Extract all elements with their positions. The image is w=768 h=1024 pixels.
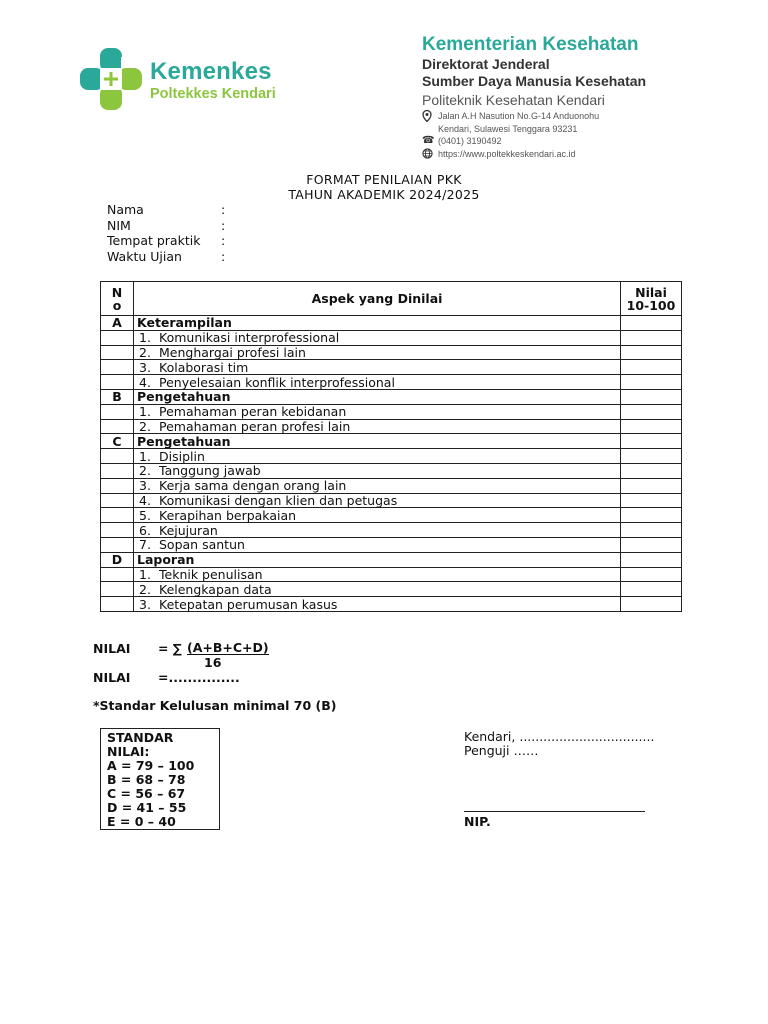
- item-number: 2.: [139, 463, 151, 479]
- field-label: NIM: [107, 218, 131, 233]
- table-row: [101, 404, 682, 419]
- table-row: [101, 493, 682, 508]
- globe-icon: [422, 148, 434, 160]
- table-row: [101, 537, 682, 552]
- grade-b: B = 68 – 78: [107, 772, 186, 787]
- item-text: Sopan santun: [159, 537, 245, 553]
- item-number: 3.: [139, 359, 151, 375]
- row-no-cell: [101, 523, 134, 538]
- row-no-cell: [101, 493, 134, 508]
- aspect-cell: [134, 330, 621, 345]
- grade-a: A = 79 – 100: [107, 758, 195, 773]
- score-cell[interactable]: [621, 537, 682, 552]
- table-row: [101, 449, 682, 464]
- aspect-cell: [134, 375, 621, 390]
- item-text: Komunikasi interprofessional: [159, 330, 340, 346]
- address-text-1: Jalan A.H Nasution No.G-14 Anduonohu: [438, 111, 600, 121]
- aspect-cell: [134, 463, 621, 478]
- item-number: 3.: [139, 596, 151, 612]
- item-number: 1.: [139, 566, 151, 582]
- item-number: 1.: [139, 404, 151, 420]
- grade-c: C = 56 – 67: [107, 786, 186, 801]
- aspect-cell: [134, 360, 621, 375]
- row-no-cell: [101, 478, 134, 493]
- aspect-cell: [134, 404, 621, 419]
- grade-e: E = 0 – 40: [107, 814, 176, 829]
- table-row: [101, 345, 682, 360]
- row-no-cell: [101, 582, 134, 597]
- org-line-1: Direktorat Jenderal: [422, 56, 550, 72]
- signature-line: [464, 811, 645, 812]
- phone-text: (0401) 3190492: [438, 136, 502, 146]
- item-number: 2.: [139, 418, 151, 434]
- score-cell[interactable]: [621, 434, 682, 449]
- table-row: [101, 523, 682, 538]
- score-cell[interactable]: [621, 523, 682, 538]
- score-cell[interactable]: [621, 463, 682, 478]
- section-code: D: [101, 552, 134, 567]
- signature-nip: NIP.: [464, 814, 491, 829]
- score-cell[interactable]: [621, 419, 682, 434]
- field-colon: :: [221, 233, 226, 248]
- header-no: No: [101, 282, 134, 316]
- score-cell[interactable]: [621, 493, 682, 508]
- item-number: 6.: [139, 522, 151, 538]
- item-text: Pemahaman peran kebidanan: [159, 404, 347, 420]
- item-text: Kejujuran: [159, 522, 218, 538]
- formula-numerator: (A+B+C+D): [187, 640, 269, 655]
- aspect-cell: [134, 523, 621, 538]
- item-text: Kerja sama dengan orang lain: [159, 478, 347, 494]
- row-no-cell: [101, 597, 134, 612]
- document-title-line-2: TAHUN AKADEMIK 2024/2025: [288, 187, 480, 202]
- formula-denominator: 16: [204, 655, 222, 670]
- score-cell[interactable]: [621, 597, 682, 612]
- score-cell[interactable]: [621, 360, 682, 375]
- document-title-line-1: FORMAT PENILAIAN PKK: [306, 172, 462, 187]
- kemenkes-logo-icon: [78, 46, 144, 112]
- item-text: Kelengkapan data: [159, 581, 272, 597]
- aspect-cell: [134, 537, 621, 552]
- score-cell[interactable]: [621, 389, 682, 404]
- item-number: 4.: [139, 374, 151, 390]
- item-number: 2.: [139, 344, 151, 360]
- brand-name: Kemenkes: [150, 58, 272, 85]
- score-cell[interactable]: [621, 404, 682, 419]
- item-number: 4.: [139, 492, 151, 508]
- table-row: [101, 597, 682, 612]
- table-header-row: [101, 282, 682, 316]
- item-text: Pemahaman peran profesi lain: [159, 418, 351, 434]
- item-text: Kolaborasi tim: [159, 359, 249, 375]
- address-text-2: Kendari, Sulawesi Tenggara 93231: [438, 123, 578, 134]
- section-code: C: [101, 434, 134, 449]
- header-aspek: Aspek yang Dinilai: [134, 282, 621, 316]
- org-school: Politeknik Kesehatan Kendari: [422, 92, 605, 108]
- score-cell[interactable]: [621, 330, 682, 345]
- score-cell[interactable]: [621, 508, 682, 523]
- result-value: =...............: [158, 670, 240, 685]
- result-label: NILAI: [93, 670, 131, 685]
- item-text: Komunikasi dengan klien dan petugas: [159, 492, 398, 508]
- score-cell[interactable]: [621, 582, 682, 597]
- address-line-1: [422, 110, 646, 123]
- score-cell[interactable]: [621, 316, 682, 331]
- website-line: [422, 148, 646, 161]
- aspect-cell: [134, 567, 621, 582]
- signature-examiner: Penguji ……: [464, 743, 539, 758]
- section-title: Pengetahuan: [134, 389, 621, 404]
- formula-prefix: = ∑: [158, 641, 182, 656]
- row-no-cell: [101, 463, 134, 478]
- table-row: [101, 463, 682, 478]
- grading-standard-box: [100, 728, 220, 830]
- section-code: B: [101, 389, 134, 404]
- phone-line: [422, 135, 646, 148]
- location-pin-icon: [422, 110, 434, 122]
- item-number: 1.: [139, 448, 151, 464]
- row-no-cell: [101, 419, 134, 434]
- item-text: Disiplin: [159, 448, 205, 464]
- item-text: Tanggung jawab: [159, 463, 261, 479]
- table-row: [101, 567, 682, 582]
- score-cell[interactable]: [621, 478, 682, 493]
- item-text: Teknik penulisan: [159, 566, 263, 582]
- score-cell[interactable]: [621, 375, 682, 390]
- score-cell[interactable]: [621, 552, 682, 567]
- website-text: https://www.poltekkeskendari.ac.id: [438, 148, 576, 159]
- table-row: [101, 582, 682, 597]
- org-line-2: Sumber Daya Manusia Kesehatan: [422, 73, 647, 89]
- aspect-cell: [134, 419, 621, 434]
- row-no-cell: [101, 508, 134, 523]
- formula-label: NILAI: [93, 641, 131, 656]
- header-nilai: Nilai 10-100: [621, 282, 682, 316]
- field-colon: :: [221, 218, 226, 233]
- grade-d: D = 41 – 55: [107, 800, 187, 815]
- table-row: [101, 419, 682, 434]
- section-title: Laporan: [134, 552, 621, 567]
- table-row: [101, 508, 682, 523]
- row-no-cell: [101, 404, 134, 419]
- aspect-cell: [134, 597, 621, 612]
- table-row: [101, 330, 682, 345]
- field-label: Nama: [107, 202, 144, 217]
- item-number: 5.: [139, 507, 151, 523]
- organization-block: [422, 34, 646, 160]
- table-row: [101, 360, 682, 375]
- row-no-cell: [101, 449, 134, 464]
- signature-place: Kendari, ..................................: [464, 729, 655, 744]
- field-colon: :: [221, 202, 226, 217]
- field-label: Tempat praktik: [107, 233, 201, 248]
- standard-title-1: STANDAR: [107, 730, 174, 745]
- item-number: 3.: [139, 478, 151, 494]
- row-no-cell: [101, 330, 134, 345]
- standard-title-2: NILAI:: [107, 744, 150, 759]
- table-section-row: [101, 434, 682, 449]
- score-cell[interactable]: [621, 449, 682, 464]
- org-title: Kementerian Kesehatan: [422, 34, 639, 55]
- item-text: Penyelesaian konflik interprofessional: [159, 374, 395, 390]
- item-number: 1.: [139, 330, 151, 346]
- aspect-cell: [134, 493, 621, 508]
- score-cell[interactable]: [621, 567, 682, 582]
- table-section-row: [101, 316, 682, 331]
- table-row: [101, 478, 682, 493]
- section-code: A: [101, 316, 134, 331]
- table-row: [101, 375, 682, 390]
- row-no-cell: [101, 375, 134, 390]
- row-no-cell: [101, 360, 134, 375]
- brand-subtitle: Poltekkes Kendari: [150, 86, 276, 102]
- item-text: Ketepatan perumusan kasus: [159, 596, 338, 612]
- row-no-cell: [101, 537, 134, 552]
- item-text: Menghargai profesi lain: [159, 344, 306, 360]
- row-no-cell: [101, 567, 134, 582]
- table-section-row: [101, 552, 682, 567]
- aspect-cell: [134, 478, 621, 493]
- section-title: Keterampilan: [134, 316, 621, 331]
- phone-icon: ☎: [422, 135, 435, 146]
- section-title: Pengetahuan: [134, 434, 621, 449]
- passing-standard-note: *Standar Kelulusan minimal 70 (B): [93, 698, 337, 713]
- field-colon: :: [221, 249, 226, 264]
- aspect-cell: [134, 508, 621, 523]
- field-label: Waktu Ujian: [107, 249, 182, 264]
- item-number: 2.: [139, 581, 151, 597]
- score-cell[interactable]: [621, 345, 682, 360]
- address-line-2: [422, 123, 646, 136]
- item-text: Kerapihan berpakaian: [159, 507, 297, 523]
- aspect-cell: [134, 345, 621, 360]
- row-no-cell: [101, 345, 134, 360]
- item-number: 7.: [139, 537, 151, 553]
- aspect-cell: [134, 449, 621, 464]
- table-section-row: [101, 389, 682, 404]
- assessment-table: [100, 281, 682, 612]
- aspect-cell: [134, 582, 621, 597]
